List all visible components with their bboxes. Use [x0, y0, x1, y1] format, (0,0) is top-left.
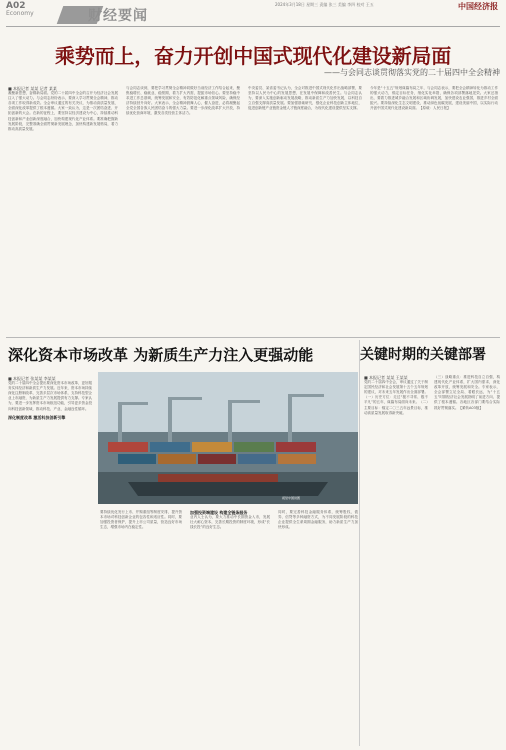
second-col3-heading: 加强投资端建设 构建全链条服务	[190, 510, 248, 515]
second-column-4	[278, 510, 358, 746]
third-col1-text: 党的二十届四中全会，审议通过了关于制定国民经济和社会发展第十五个五年规划的建议，对未来五年发展作出全面部署。（一）历史方位：走过“极不寻常、极不平凡”的五年，谋篇布局面向未来。（二）主要目标：锚定二〇三五年远景目标，推动高质量发展取得新突破。	[364, 380, 428, 415]
second-byline: ■ 本报记者 张某某 李某某	[8, 376, 56, 381]
lead-column-3	[248, 86, 362, 341]
second-headline: 深化资本市场改革 为新质生产力注入更强动能	[8, 346, 314, 364]
second-col3-text: 业内人士认为，要大力推动中长期资金入市，发展壮大耐心资本，完善长期投资的制度环境，形成“长钱长投”的良好生态。	[190, 515, 270, 530]
second-col1-text: 党的二十届四中全会提出要深化资本市场改革，更好服务实体经济和新质生产力发展。近年来，资本市场持续深化注册制改革，完善多层次市场体系，支持科技型企业上市融资，为新质生产力发展提供有力支撑。专家认为，要进一步发挥资本市场枢纽功能，引导更多资金投向科技创新领域，推动科技、产业、金融良性循环。	[8, 381, 92, 411]
photo-caption: 视觉中国供图	[282, 496, 301, 500]
lead-byline: ■ 本报记者 某某 记者 某某	[8, 86, 57, 91]
section-divider	[6, 337, 500, 338]
header-rule	[6, 26, 500, 27]
lead-column-1	[8, 86, 118, 341]
lead-col3-text: 中央委员、某省委书记认为，全会对推进中国式现代化作出战略部署，要坚持以人民为中心的发展思想，在发展中保障和改善民生。与会同志认为，要深入实施创新驱动发展战略，推动新质生产力加快发展，以科技自立自强支撑高质量发展。要加强基础研究，强化企业科技创新主体地位，促进创新链产业链资金链人才链深度融合，为现代化建设提供坚实支撑。	[248, 86, 362, 111]
page-number	[6, 2, 34, 18]
second-column-1	[8, 376, 92, 746]
third-col2-text: （三）战略重点：推进科技自立自强，构建现代化产业体系，扩大国内需求，深化改革开放，统筹发展和安全。专家表示，全会部署立足全局、着眼长远，为“十五五”时期经济社会发展指明了前进方向、提供了根本遵循。各地区各部门要结合实际抓好贯彻落实。【紧转A03版】	[434, 375, 500, 410]
port-photo-illustration	[98, 372, 358, 504]
second-col2-text: 要持续优化发行上市、并购重组等制度安排，提升资本市场对科技创新企业的包容性和适应性。同时，要加强投资者保护，提升上市公司质量，营造良好市场生态，增强市场内在稳定性。	[100, 510, 182, 530]
lead-column-2	[126, 86, 240, 341]
third-byline: ■ 本报记者 某某 王某某	[364, 375, 408, 380]
third-headline: 关键时期的关键部署	[360, 347, 486, 363]
second-col4-text: 同时，要完善科技金融服务体系，统筹股权、债券、信贷等多种融资方式，为不同发展阶段的科技企业提供全生命周期金融服务，助力新质生产力加快形成。	[278, 510, 358, 530]
lead-column-4	[370, 86, 498, 341]
column-divider	[359, 340, 360, 746]
section-en: Economy	[6, 10, 34, 17]
lead-subheadline: ——与会同志谈贯彻落实党的二十届四中全会精神	[324, 68, 500, 77]
page-no: A02	[6, 1, 26, 11]
date-line: 2024年3月18日 星期三 责编 张三 美编 李四 校对 王五	[275, 2, 374, 7]
lead-headline: 乘势而上，奋力开创中国式现代化建设新局面	[55, 44, 451, 68]
second-column-3	[190, 510, 270, 746]
second-col1-heading: 深化制度改革 激活科技创新引擎	[8, 414, 66, 420]
second-column-2	[100, 510, 182, 746]
lead-col2-text: 与会同志谈到，要把学习贯彻全会精神同做好当前经济工作结合起来，聚焦稳增长、稳就业、稳预期，着力扩大内需，提振市场信心。要坚持稳中求进工作总基调，统筹发展和安全，有效防范化解重点领域风险，确保经济持续回升向好。大家表示，全会精神鼓舞人心，催人奋进，必将凝聚起全党全国各族人民团结奋斗的强大力量。要进一步深化改革扩大开放，持续优化营商环境，激发各类经营主体活力。	[126, 86, 240, 116]
lead-col4-text: 今年是“十五五”规划谋篇布局之年，与会同志表示，要把全会精神转化为推动工作的强大动力，锚定目标任务，细化实化举措，确保各项部署落地见效。大家还指出，要着力推进城乡融合发展和区域协调发展，加快建设农业强国，推进乡村全面振兴。要持续深化生态文明建设，推动绿色低碳发展，建设美丽中国，以实际行动开创中国式现代化建设新局面。【原载：人民日报】	[370, 86, 498, 111]
third-column-2	[434, 375, 500, 746]
lead-col1-text: 凝聚新思想，奋楫新局面。党的二十届四中全会的召开为经济社会发展注入了强大动力。与会同志纷纷表示，要深入学习贯彻全会精神，推动各项工作取得新成效。全会审议通过的有关决议，为推动高质量发展、全面深化改革提供了根本遵循。大家一致认为，这是一次团结奋进、开拓创新的大会。在新的征程上，要坚持以经济建设为中心，持续推动科技创新和产业创新深度融合，加快构建现代化产业体系。要准确把握新发展阶段，完整准确全面贯彻新发展理念，加快构建新发展格局，着力推动高质量发展。	[8, 91, 118, 131]
paper-name: 中国经济报	[458, 1, 498, 11]
third-column-1	[364, 375, 428, 746]
port-photo	[98, 372, 358, 504]
section-title: 财经要闻	[88, 8, 148, 24]
